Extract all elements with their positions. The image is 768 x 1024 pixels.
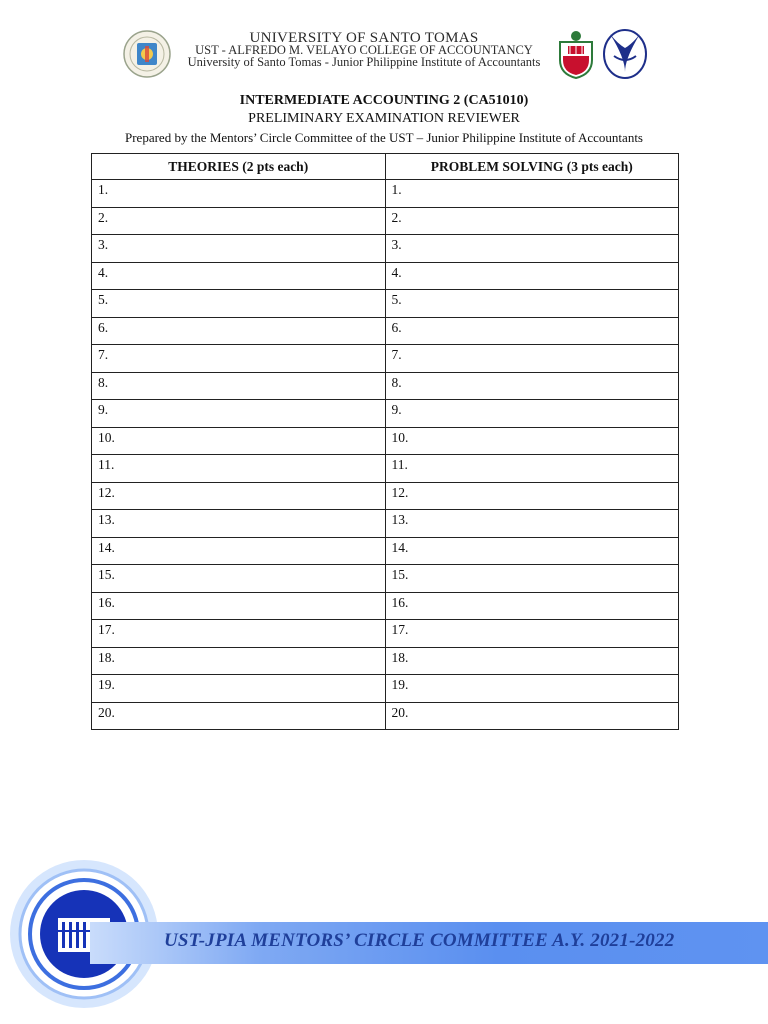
answer-row (92, 482, 679, 510)
answer-row (92, 235, 679, 263)
course-title: INTERMEDIATE ACCOUNTING 2 (CA51010) (239, 93, 529, 108)
problem-answer-cell[interactable]: 1. (385, 180, 679, 208)
university-name: UNIVERSITY OF SANTO TOMAS (249, 30, 479, 46)
answer-row (92, 290, 679, 318)
theories-column-header: THEORIES (2 pts each) (92, 154, 386, 180)
theory-answer-cell[interactable]: 16. (92, 592, 386, 620)
answer-sheet-table (91, 153, 679, 730)
answer-sheet-header-row (92, 154, 679, 180)
theory-answer-cell[interactable]: 8. (92, 372, 386, 400)
theory-answer-cell[interactable]: 11. (92, 455, 386, 483)
problem-answer-cell[interactable]: 13. (385, 510, 679, 538)
answer-row (92, 592, 679, 620)
answer-row (92, 400, 679, 428)
theory-answer-cell[interactable]: 10. (92, 427, 386, 455)
problem-answer-cell[interactable]: 14. (385, 537, 679, 565)
organization-name: University of Santo Tomas - Junior Philippine Institute of Accountants (187, 55, 541, 69)
problem-answer-cell[interactable]: 10. (385, 427, 679, 455)
problem-answer-cell[interactable]: 12. (385, 482, 679, 510)
theory-answer-cell[interactable]: 6. (92, 317, 386, 345)
theory-answer-cell[interactable]: 18. (92, 647, 386, 675)
theory-answer-cell[interactable]: 12. (92, 482, 386, 510)
jpia-logo-icon (602, 28, 648, 80)
answer-row (92, 345, 679, 373)
problem-answer-cell[interactable]: 4. (385, 262, 679, 290)
footer-banner-text: UST-JPIA MENTORS’ CIRCLE COMMITTEE A.Y. 2021-2022 (164, 930, 675, 951)
answer-row (92, 702, 679, 730)
problem-answer-cell[interactable]: 2. (385, 207, 679, 235)
answer-row (92, 565, 679, 593)
problem-answer-cell[interactable]: 18. (385, 647, 679, 675)
problem-solving-column-header: PROBLEM SOLVING (3 pts each) (385, 154, 679, 180)
ust-seal-icon (122, 28, 172, 80)
problem-answer-cell[interactable]: 9. (385, 400, 679, 428)
answer-row (92, 207, 679, 235)
problem-answer-cell[interactable]: 11. (385, 455, 679, 483)
theory-answer-cell[interactable]: 9. (92, 400, 386, 428)
theory-answer-cell[interactable]: 14. (92, 537, 386, 565)
answer-row (92, 180, 679, 208)
theory-answer-cell[interactable]: 7. (92, 345, 386, 373)
document-titles (0, 92, 768, 148)
answer-row (92, 620, 679, 648)
answer-sheet-body (92, 180, 679, 730)
theory-answer-cell[interactable]: 20. (92, 702, 386, 730)
answer-row (92, 317, 679, 345)
problem-answer-cell[interactable]: 6. (385, 317, 679, 345)
theory-answer-cell[interactable]: 4. (92, 262, 386, 290)
document-header (118, 28, 658, 82)
header-text (174, 32, 554, 68)
accountancy-crest-icon (556, 28, 596, 80)
theory-answer-cell[interactable]: 17. (92, 620, 386, 648)
theory-answer-cell[interactable]: 1. (92, 180, 386, 208)
prepared-by-line: Prepared by the Mentors’ Circle Committee of the UST – Junior Philippine Institute of Accountants (125, 130, 643, 145)
answer-row (92, 510, 679, 538)
problem-answer-cell[interactable]: 19. (385, 675, 679, 703)
theory-answer-cell[interactable]: 15. (92, 565, 386, 593)
theory-answer-cell[interactable]: 19. (92, 675, 386, 703)
answer-row (92, 427, 679, 455)
answer-row (92, 262, 679, 290)
answer-row (92, 675, 679, 703)
answer-row (92, 537, 679, 565)
problem-answer-cell[interactable]: 15. (385, 565, 679, 593)
problem-answer-cell[interactable]: 16. (385, 592, 679, 620)
problem-answer-cell[interactable]: 8. (385, 372, 679, 400)
answer-row (92, 455, 679, 483)
theory-answer-cell[interactable]: 3. (92, 235, 386, 263)
exam-title: PRELIMINARY EXAMINATION REVIEWER (248, 111, 520, 126)
college-name: UST - ALFREDO M. VELAYO COLLEGE OF ACCOUNTANCY (195, 43, 533, 57)
problem-answer-cell[interactable]: 17. (385, 620, 679, 648)
theory-answer-cell[interactable]: 5. (92, 290, 386, 318)
theory-answer-cell[interactable]: 2. (92, 207, 386, 235)
problem-answer-cell[interactable]: 3. (385, 235, 679, 263)
problem-answer-cell[interactable]: 7. (385, 345, 679, 373)
answer-row (92, 372, 679, 400)
problem-answer-cell[interactable]: 5. (385, 290, 679, 318)
theory-answer-cell[interactable]: 13. (92, 510, 386, 538)
answer-row (92, 647, 679, 675)
problem-answer-cell[interactable]: 20. (385, 702, 679, 730)
